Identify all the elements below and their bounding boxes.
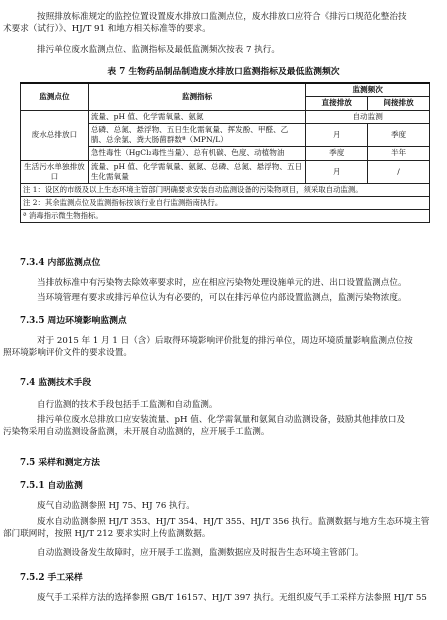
intro-line-3: 排污单位废水监测点位、监测指标及最低监测频次按表 7 执行。 (37, 45, 280, 55)
section-7-4-p2 (3, 415, 430, 438)
section-7-5-1-title: 7.5.1 自动监测 (20, 481, 83, 491)
header-frequency: 监测频次 (306, 83, 430, 97)
cell-direct: 月 (306, 123, 368, 147)
table-note-3: ª 消毒指示微生物指标。 (21, 209, 430, 222)
section-7-4-p1: 自行监测的技术手段包括手工监测和自动监测。 (37, 400, 218, 410)
section-7-5-title: 7.5 采样和测定方法 (20, 458, 100, 468)
section-7-3-5-p1 (3, 336, 430, 359)
table-caption: 表 7 生物药品制品制造废水排放口监测指标及最低监测频次 (107, 67, 340, 77)
header-indicator: 监测指标 (88, 83, 305, 110)
section-7-5-2-title: 7.5.2 手工采样 (20, 573, 83, 583)
section-7-3-4-title: 7.3.4 内部监测点位 (20, 258, 101, 268)
intro-paragraph (3, 12, 430, 35)
cell-indirect: / (368, 160, 430, 184)
cell-indicator: 流量、pH 值、化学需氧量、氨氮、总磷、总氮、悬浮物、五日生化需氧量 (88, 160, 305, 184)
section-7-5-2-p1: 废气手工采样方法的选择参照 GB/T 16157、HJ/T 397 执行。无组织废气手工采样方法参照 HJ/T 55 (37, 593, 427, 603)
section-7-3-5-title: 7.3.5 周边环境影响监测点 (20, 316, 127, 326)
table-note-1: 注 1：设区的市级及以上生态环境主管部门明确要求安装自动监测设备的污染物项目，须采取自动监测。 (21, 184, 430, 197)
cell-indirect: 半年 (368, 147, 430, 160)
table-row (21, 110, 430, 123)
section-7-3-4-p1: 当排放标准中有污染物去除效率要求时，应在相应污染物处理设施单元的进、出口设置监测点位。 (37, 278, 407, 288)
table-note-2: 注 2：其余监测点位及监测指标按该行业自行监测指南执行。 (21, 196, 430, 209)
intro-line-1: 按照排放标准规定的监控位置设置废水排放口监测点位，废水排放口应符合《排污口规范化整治技 (37, 12, 407, 22)
cell-indicator: 总磷、总氮、悬浮物、五日生化需氧量、挥发酚、甲醛、乙腈、总余氯、粪大肠菌群数ª（MPN/L） (88, 123, 305, 147)
section-7-4-title: 7.4 监测技术手段 (20, 378, 92, 388)
section-7-5-1-p2 (3, 517, 430, 540)
section-7-4-line-1: 排污单位废水总排放口应安装流量、pH 值、化学需氧量和氨氮自动监测设备，鼓励其他排放口及 (37, 415, 406, 425)
cell-direct: 月 (306, 160, 368, 184)
monitoring-table (20, 82, 430, 223)
section-7-5-1-line-2: 部门联网时，按照 HJ/T 212 要求实时上传监测数据。 (3, 528, 211, 539)
intro-line-2: 术要求（试行）》、HJ/T 91 和地方相关标准等的要求。 (3, 23, 211, 34)
table-row (21, 160, 430, 184)
cell-direct: 季度 (306, 147, 368, 160)
cell-indirect: 季度 (368, 123, 430, 147)
cell-indicator: 流量、pH 值、化学需氧量、氨氮 (88, 110, 305, 123)
header-indirect: 间接排放 (368, 97, 430, 110)
cell-point: 生活污水单独排放口 (21, 160, 89, 184)
section-7-5-1-p1: 废气自动监测参照 HJ 75、HJ 76 执行。 (37, 501, 195, 511)
section-7-4-line-2: 污染物采用自动监测设备监测，未开展自动监测的，应开展手工监测。 (3, 426, 270, 437)
header-direct: 直接排放 (306, 97, 368, 110)
section-7-5-1-line-1: 废水自动监测参照 HJ/T 353、HJ/T 354、HJ/T 355、HJ/T 356 执行。监测数据与地方生态环境主管 (37, 517, 430, 527)
section-7-3-5-line-1: 对于 2015 年 1 月 1 日（含）后取得环境影响评价批复的排污单位，周边环境质量影响监测点位按 (37, 336, 413, 346)
cell-direct: 自动监测 (306, 110, 430, 123)
section-7-3-4-p2: 当环境管理有要求或排污单位认为有必要的，可以在排污单位内部设置监测点，监测污染物浓度。 (37, 293, 407, 303)
cell-point: 废水总排放口 (21, 110, 89, 160)
cell-indicator: 急性毒性（HgCl₂毒性当量）、总有机碳、色度、动植物油 (88, 147, 305, 160)
header-point: 监测点位 (21, 83, 89, 110)
section-7-3-5-line-2: 照环境影响评价文件的要求设置。 (3, 347, 132, 358)
section-7-5-1-p3: 自动监测设备发生故障时，应开展手工监测，监测数据应及时报告生态环境主管部门。 (37, 548, 364, 558)
